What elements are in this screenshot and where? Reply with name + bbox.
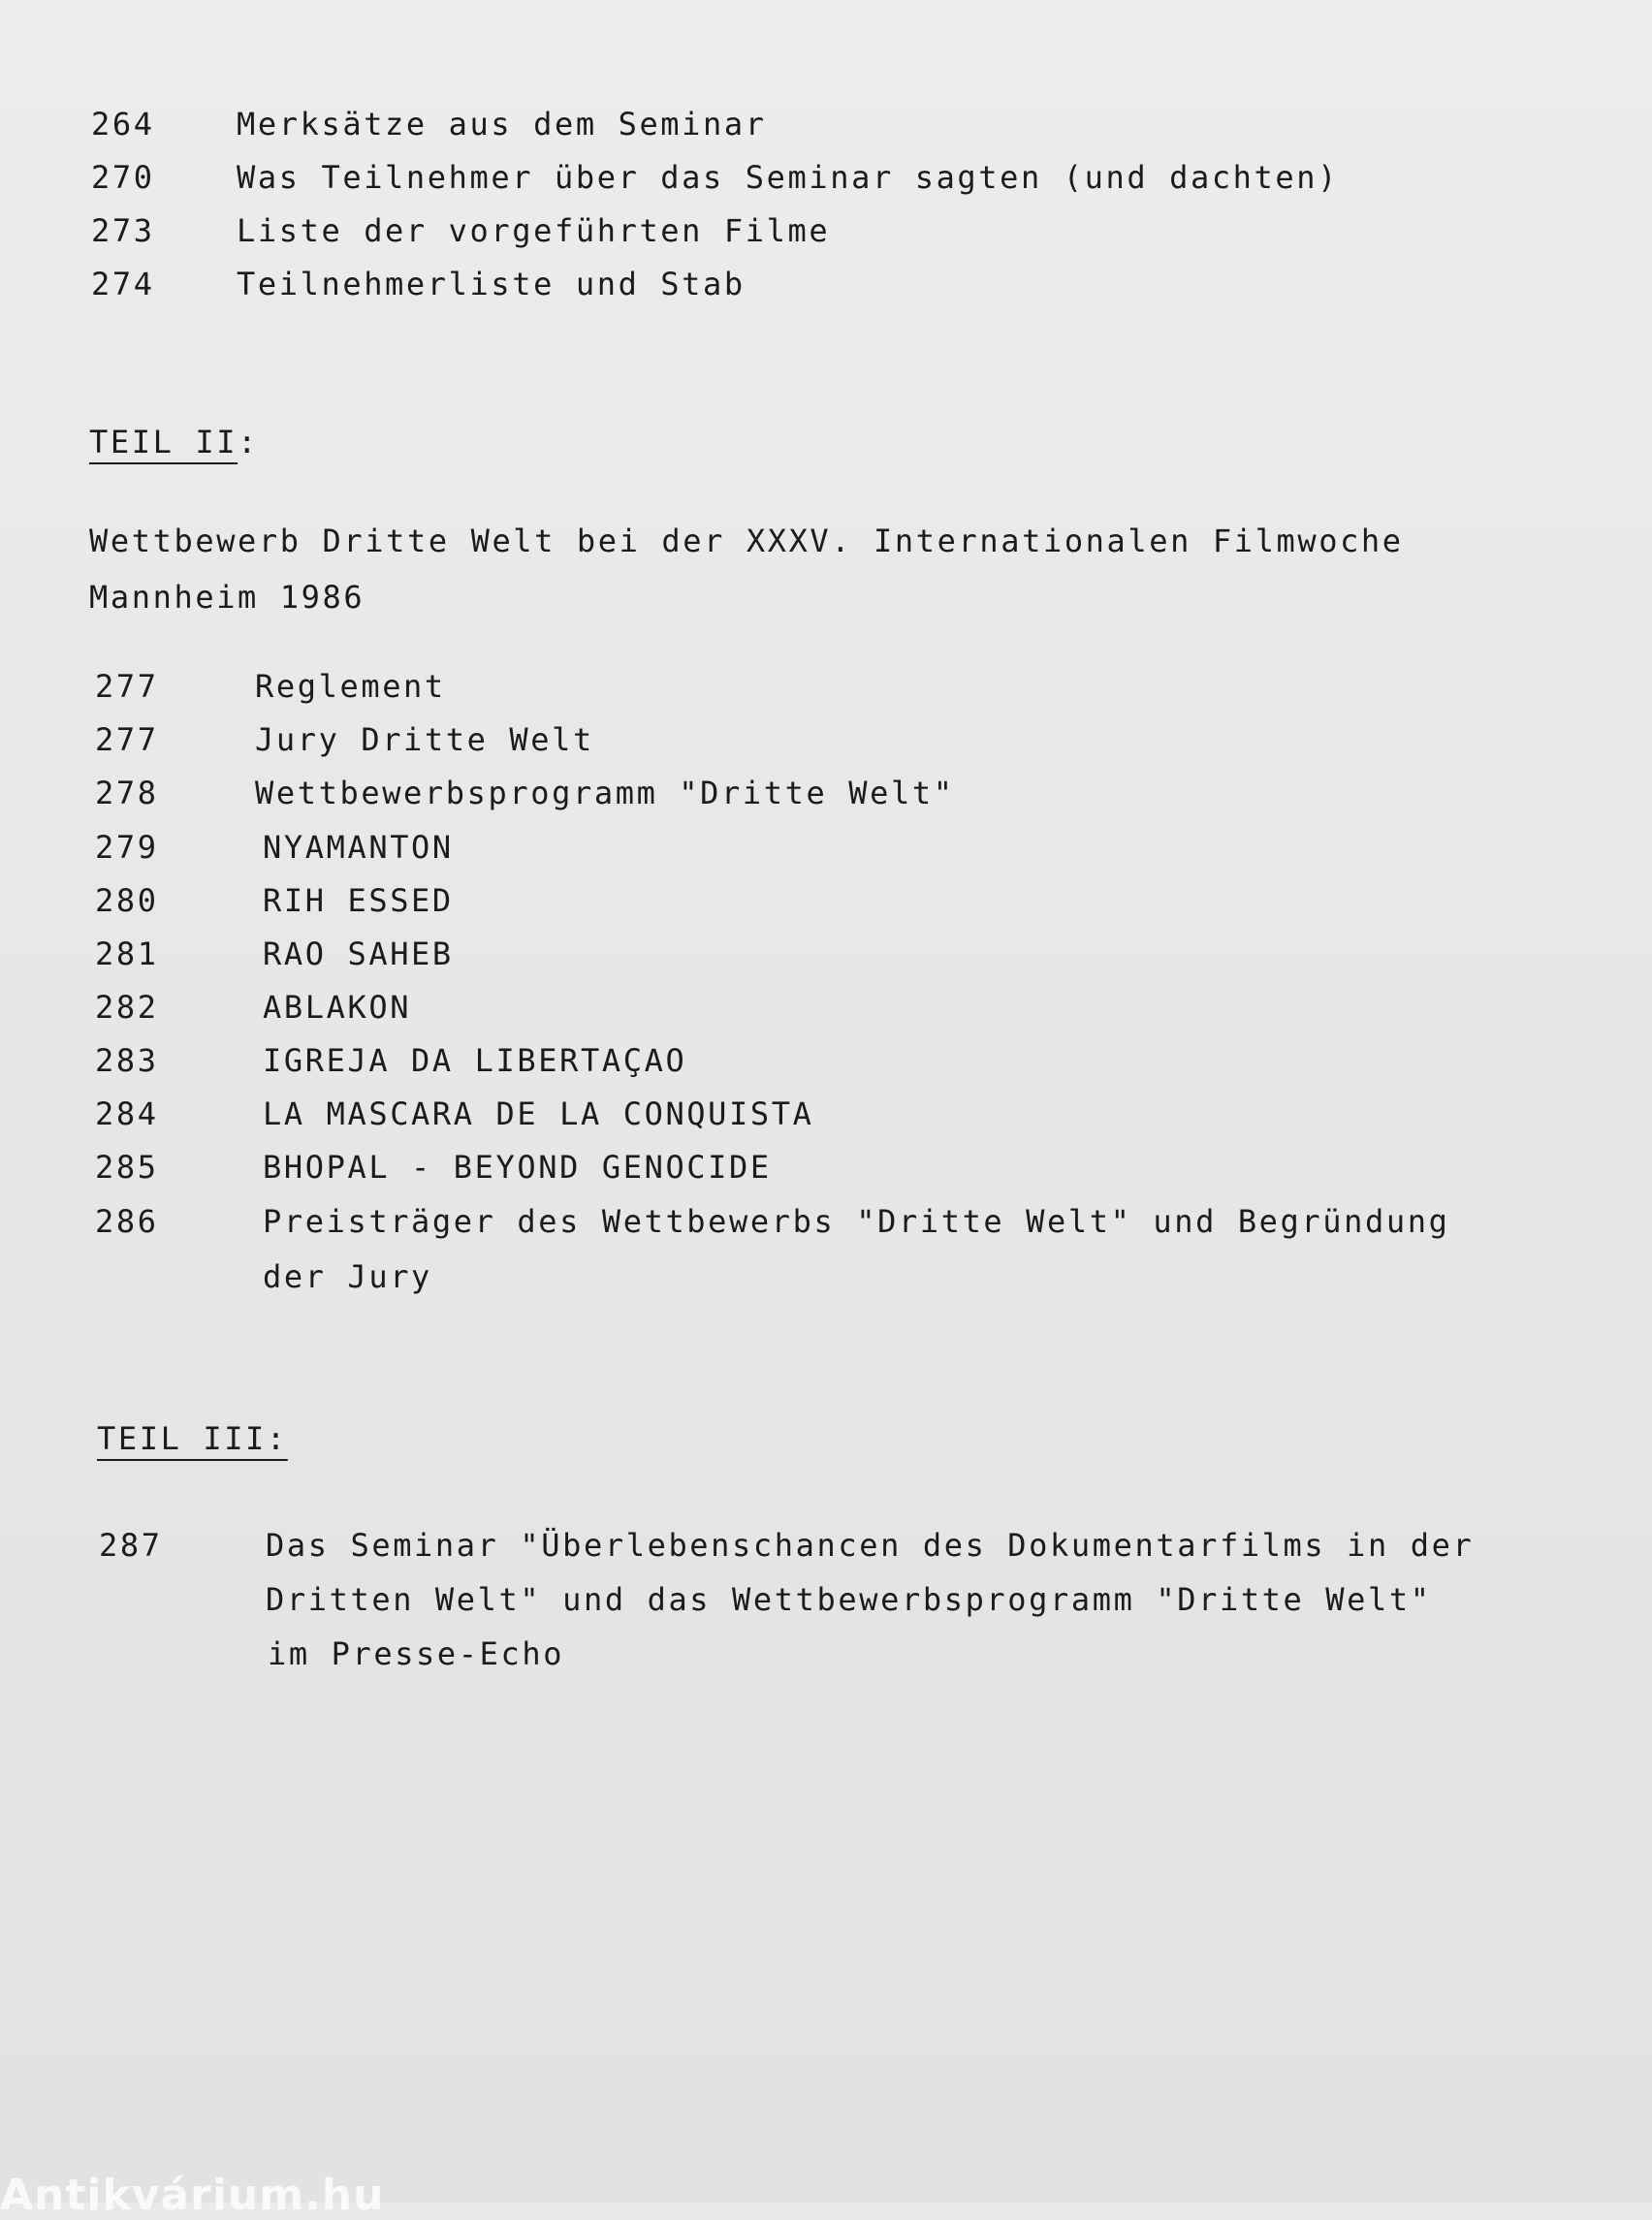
toc-page-number: 273: [91, 212, 155, 249]
toc-title: ABLAKON: [263, 989, 412, 1026]
toc-page-number: 277: [95, 721, 159, 758]
toc-page-number: 264: [91, 106, 155, 143]
toc-title: Teilnehmerliste und Stab: [237, 266, 746, 302]
toc-title: Wettbewerbsprogramm "Dritte Welt": [255, 775, 955, 811]
section-intro-line: Mannheim 1986: [89, 579, 365, 616]
toc-page-number: 285: [95, 1149, 159, 1186]
toc-title: IGREJA DA LIBERTAÇAO: [263, 1042, 687, 1079]
toc-title-continuation: der Jury: [263, 1258, 432, 1295]
section-heading-part3: [97, 1419, 288, 1458]
toc-title: RAO SAHEB: [263, 936, 454, 972]
toc-page-number: 277: [95, 668, 159, 705]
toc-title: Reglement: [255, 668, 446, 705]
section-intro-line: Wettbewerb Dritte Welt bei der XXXV. Internationalen Filmwoche: [89, 523, 1404, 559]
toc-title: BHOPAL - BEYOND GENOCIDE: [263, 1149, 772, 1186]
toc-page-number: 280: [95, 882, 159, 919]
watermark-logo: Antikvárium.hu: [0, 2171, 385, 2220]
toc-title-continuation: Dritten Welt" und das Wettbewerbsprogramm "Dritte Welt": [266, 1581, 1432, 1618]
toc-page-number: 274: [91, 266, 155, 302]
toc-title: Jury Dritte Welt: [255, 721, 594, 758]
toc-page-number: 286: [95, 1203, 159, 1240]
toc-title: Was Teilnehmer über das Seminar sagten (und dachten): [237, 159, 1340, 196]
toc-page-number: 281: [95, 936, 159, 972]
toc-title-continuation: im Presse-Echo: [268, 1635, 565, 1672]
toc-page-number: 282: [95, 989, 159, 1026]
toc-title: Liste der vorgeführten Filme: [237, 212, 831, 249]
toc-title: NYAMANTON: [263, 829, 454, 866]
toc-title: Preisträger des Wettbewerbs "Dritte Welt" und Begründung: [263, 1203, 1450, 1240]
toc-page-number: 284: [95, 1095, 159, 1132]
toc-title: LA MASCARA DE LA CONQUISTA: [263, 1095, 814, 1132]
toc-page-number: 279: [95, 829, 159, 866]
toc-page-number: 270: [91, 159, 155, 196]
toc-title: Das Seminar "Überlebenschancen des Dokumentarfilms in der: [266, 1527, 1475, 1564]
section-heading-label: TEIL III:: [97, 1420, 288, 1457]
toc-title: Merksätze aus dem Seminar: [237, 106, 767, 143]
section-heading-colon: :: [238, 424, 259, 460]
section-heading-part2: [89, 423, 259, 461]
toc-page-number: 278: [95, 775, 159, 811]
toc-page-number: 287: [99, 1527, 163, 1564]
toc-page-number: 283: [95, 1042, 159, 1079]
toc-title: RIH ESSED: [263, 882, 454, 919]
section-heading-label: TEIL II: [89, 424, 238, 460]
